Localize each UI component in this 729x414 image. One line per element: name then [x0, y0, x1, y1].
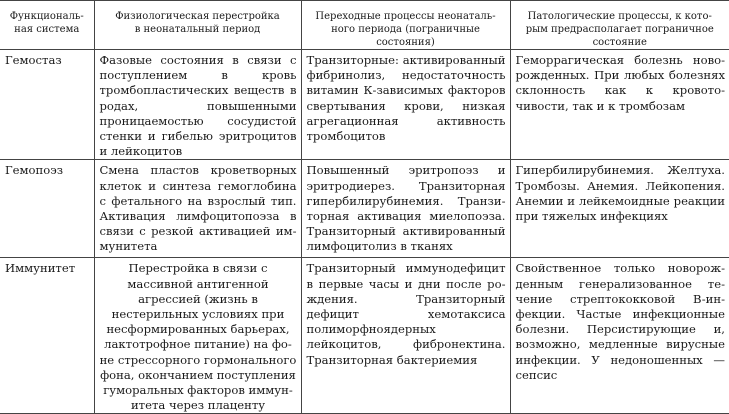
cell-pathological: Свойственное только новорожденным генерализованное течение стрептококковой B-инфекции. Частые инфекционные болезни. Персистирующие и, возможно, медленные вирусные инфекции. У недоношенных — сепсис: [510, 258, 729, 414]
cell-transitional: Транзиторные: активированный фибринолиз, недостаточность витамин К-зависимых факторов свертывания крови, низкая агрегационная активность тромбоцитов: [301, 50, 510, 160]
cell-transitional: Транзиторный иммунодефицит в первые часы и дни после рождения. Транзиторный дефицит хемотаксиса полиморфноядерных лейкоцитов, фибронектина. Транзиторная бактериемия: [301, 258, 510, 414]
header-physiological-rebuild-text: Физиологическая перестройка в неонатальный период: [115, 11, 280, 35]
table-row: [0, 258, 729, 414]
cell-transitional: Повышенный эритропоэз и эритродиерез. Транзиторная гипербилирубинемия. Транзиторная активация миелопоэза. Транзиторный активированный лимфоцитолиз в тканях: [301, 160, 510, 258]
header-pathological-processes-text: Патологические процессы, к кото- рым предрасполагает пограничное состояние: [525, 11, 714, 48]
table-header-row: [0, 1, 729, 50]
cell-physiological: Смена пластов кроветворных клеток и синтеза гемоглобина с фетального на взрослый тип. Активация лимфоцитопоэза в связи с резкой активацией иммунитета: [94, 160, 301, 258]
header-functional-system: [0, 1, 94, 50]
table-row: [0, 160, 729, 258]
header-functional-system-text: Функциональ- ная система: [9, 11, 84, 35]
header-physiological-rebuild: [94, 1, 301, 50]
cell-system: Иммунитет: [0, 258, 94, 414]
cell-pathological: Геморрагическая болезнь новорожденных. При любых болезнях склонность как к кровоточивости, так и к тромбозам: [510, 50, 729, 160]
header-pathological-processes: [510, 1, 729, 50]
header-transitional-processes-text: Переходные процессы неонаталь- ного периода (пограничные состояния): [315, 11, 496, 48]
cell-physiological: Фазовые состояния в связи с поступлением в кровь тромбопластических веществ в родах, повышенными проницаемостью сосудистой стенки и гибелью эритроцитов и лейкоцитов: [94, 50, 301, 160]
cell-pathological: Гипербилирубинемия. Желтуха. Тромбозы. Анемия. Лейкопения. Анемии и лейкемоидные реакции при тяжелых инфекциях: [510, 160, 729, 258]
cell-system: Гемопоэз: [0, 160, 94, 258]
header-transitional-processes: [301, 1, 510, 50]
table-row: [0, 50, 729, 160]
cell-physiological: Перестройка в связи с массивной антигенной агрессией (жизнь в нестерильных условиях при несформированных барьерах, лактотрофное питание) на фоне стрессорного гормонального фона, окончанием поступления гуморальных факторов иммунитета через плаценту: [94, 258, 301, 414]
cell-system: Гемостаз: [5, 53, 62, 67]
